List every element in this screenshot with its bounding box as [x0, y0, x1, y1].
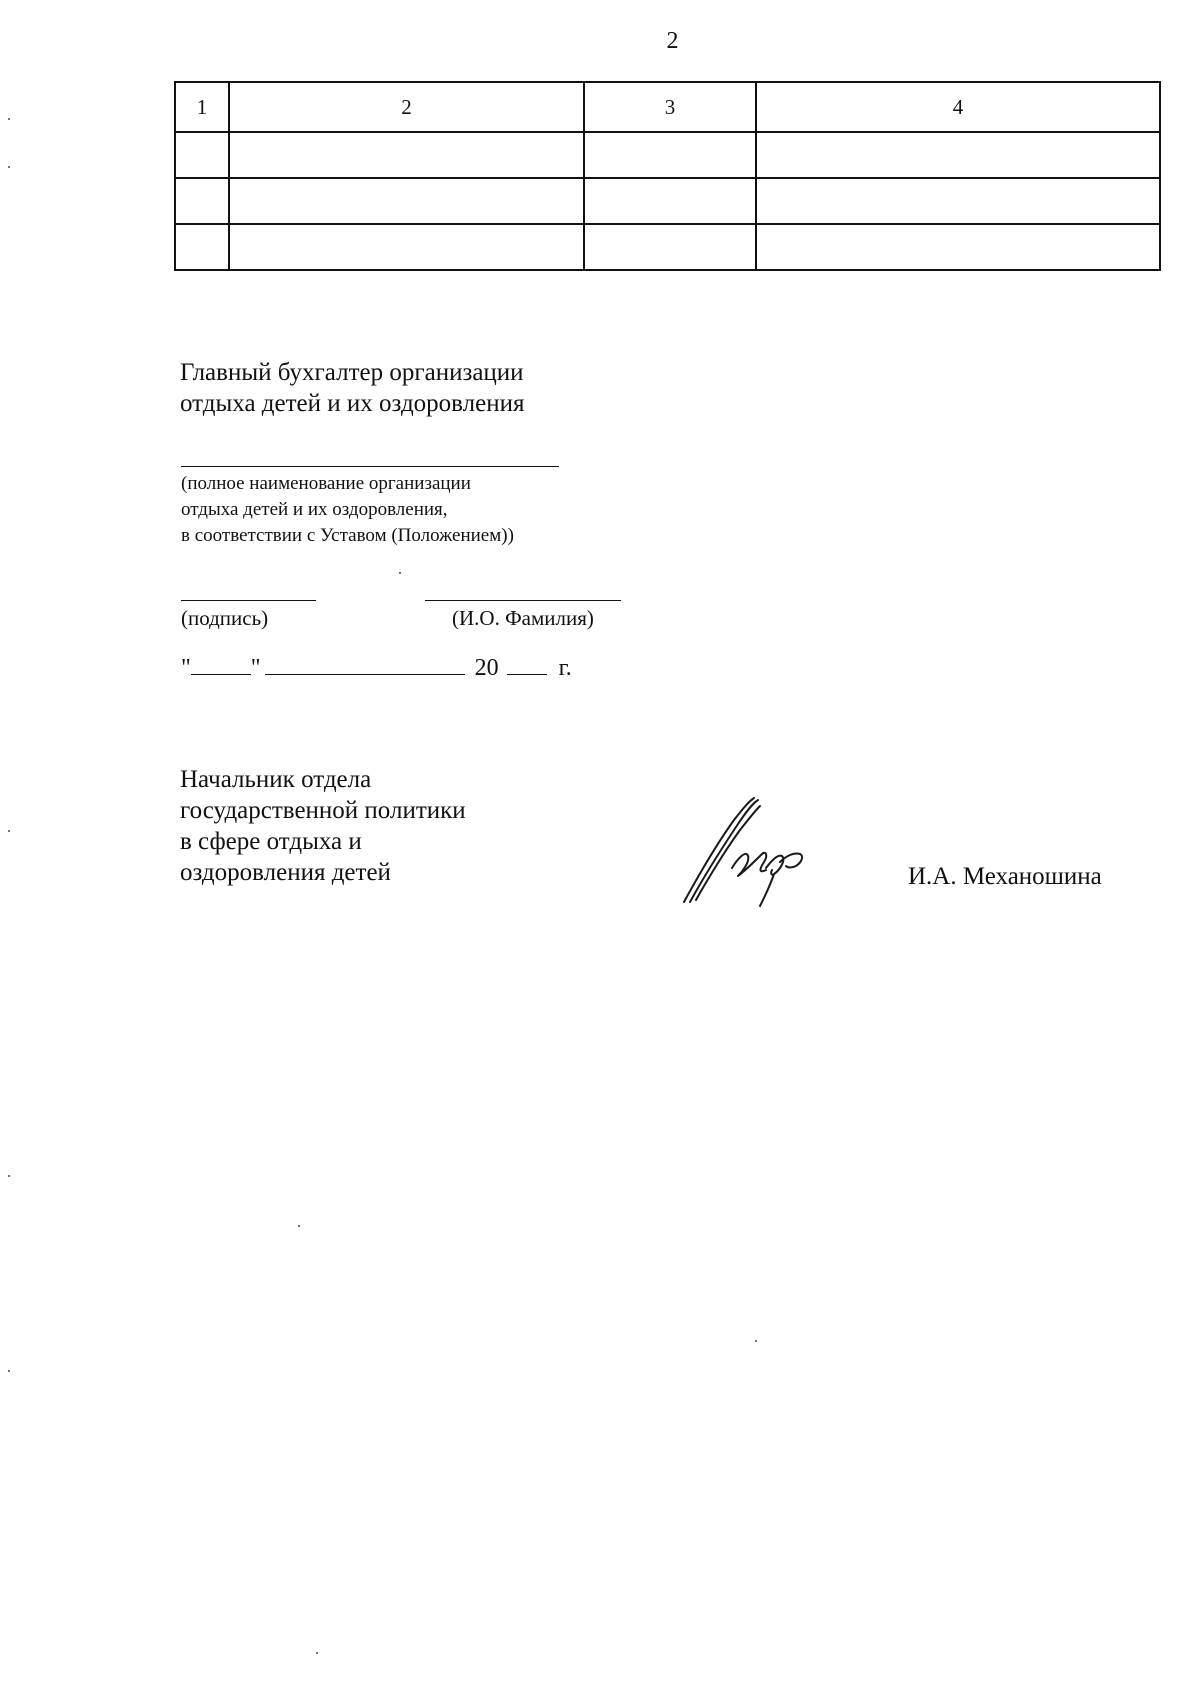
month-blank [265, 654, 465, 675]
org-name-caption-line: отдыха детей и их оздоровления, [181, 499, 448, 520]
head-name: И.А. Механошина [908, 863, 1102, 890]
scan-speck [8, 1175, 10, 1177]
table-cell [756, 178, 1160, 224]
table-header-cell: 1 [175, 82, 229, 132]
scan-speck [755, 1340, 757, 1342]
table-cell [175, 132, 229, 178]
table-cell [229, 224, 584, 270]
table-header-cell: 4 [756, 82, 1160, 132]
year-blank [507, 654, 547, 675]
org-name-caption-line: в соответствии с Уставом (Положением)) [181, 525, 514, 546]
table-cell [756, 132, 1160, 178]
date-suffix: г. [558, 655, 572, 681]
org-name-caption-line: (полное наименование организации [181, 473, 471, 494]
table-row [175, 132, 1160, 178]
signature-caption: (подпись) [181, 606, 269, 630]
page-number [0, 28, 1200, 55]
handwritten-signature [676, 790, 826, 910]
scan-speck [8, 166, 10, 168]
table-cell [229, 178, 584, 224]
chief-accountant-title-line: Главный бухгалтер организации [180, 359, 524, 386]
scan-speck [298, 1225, 300, 1227]
date-year-prefix: 20 [474, 655, 499, 681]
name-blank-line [425, 600, 621, 601]
date-line [181, 654, 572, 682]
head-title-line: оздоровления детей [180, 859, 391, 886]
head-title-line: государственной политики [180, 797, 466, 824]
table-row [175, 178, 1160, 224]
chief-accountant-title [180, 357, 524, 419]
date-close-quote: " [250, 655, 261, 681]
table-header-cell: 2 [229, 82, 584, 132]
page-number-text: 2 [666, 28, 679, 54]
scan-speck [8, 1370, 10, 1372]
org-name-caption [181, 471, 514, 549]
chief-accountant-title-line: отдыха детей и их оздоровления [180, 390, 525, 417]
table-cell [756, 224, 1160, 270]
signature-blank-line [181, 600, 316, 601]
scan-speck [8, 830, 10, 832]
table-header-cell: 3 [584, 82, 756, 132]
table-header-row [175, 82, 1160, 132]
table-cell [584, 224, 756, 270]
scan-speck [399, 572, 401, 574]
scan-speck [316, 1652, 318, 1654]
form-table [174, 81, 1161, 271]
head-title-line: в сфере отдыха и [180, 828, 362, 855]
day-blank [191, 654, 251, 675]
date-open-quote: " [181, 655, 191, 681]
head-title-line: Начальник отдела [180, 766, 372, 793]
table-cell [584, 178, 756, 224]
table-cell [175, 224, 229, 270]
scan-speck [8, 118, 10, 120]
table-row [175, 224, 1160, 270]
name-caption: (И.О. Фамилия) [452, 606, 594, 630]
table-cell [584, 132, 756, 178]
org-name-blank-line [181, 466, 559, 467]
table-cell [175, 178, 229, 224]
table-cell [229, 132, 584, 178]
head-of-department-title [180, 764, 466, 888]
